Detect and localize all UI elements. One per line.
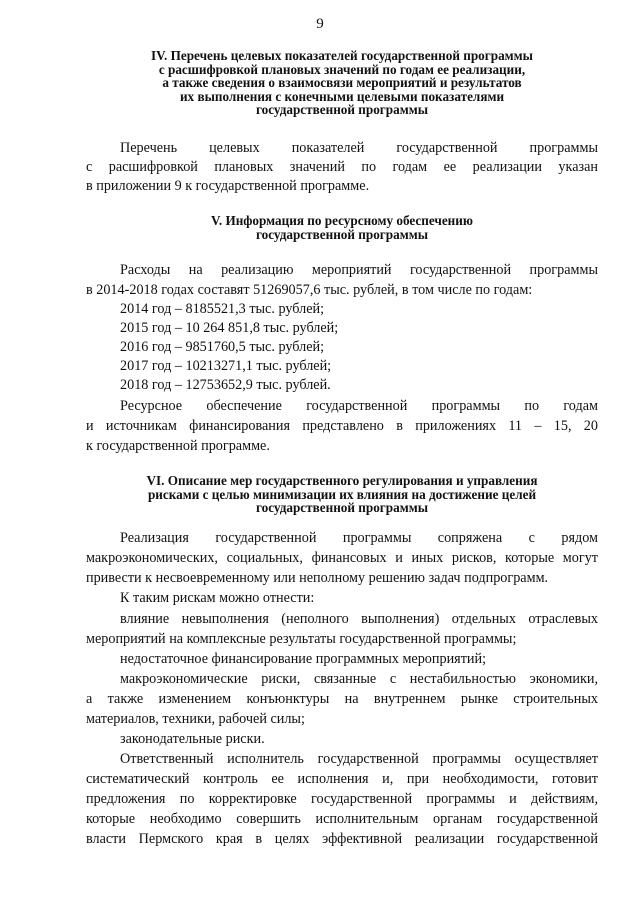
paragraph-line: в 2014-2018 годах составят 51269057,6 тыс. рублей, в том числе по годам: [86,282,533,298]
heading-line: IV. Перечень целевых показателей государственной программы [151,48,533,63]
paragraph-line: систематический контроль ее исполнения и, при необходимости, готовит [86,771,598,787]
paragraph-line: макроэкономических, социальных, финансовых и иных рисков, которые могут [86,550,598,566]
paragraph-line: Перечень целевых показателей государственной программы [120,140,598,156]
year-expense-line: 2017 год – 10213271,1 тыс. рублей; [120,358,332,374]
heading-line: рисками с целью минимизации их влияния на достижение целей [147,486,537,502]
heading-line: их выполнения с конечными целевыми показателями [179,88,505,104]
year-expense-line: 2015 год – 10 264 851,8 тыс. рублей; [120,320,339,336]
paragraph-line: к государственной программе. [86,438,270,454]
heading-line: а также сведения о взаимосвязи мероприятий и результатов [162,75,522,90]
paragraph-line: законодательные риски. [120,731,265,747]
paragraph-line: материалов, техники, рабочей силы; [86,711,305,727]
paragraph-line: К таким рискам можно отнести: [120,590,315,606]
heading-line: V. Информация по ресурсному обеспечению [211,213,473,228]
heading-line: с расшифровкой плановых значений по годам ее реализации, [158,61,526,77]
heading-line: государственной программы [256,500,428,515]
section-6-heading [86,474,598,515]
paragraph-line: которые необходимо совершить исполнительным органам государственной [86,811,598,827]
paragraph-line: и источникам финансирования представлено в приложениях 11 – 15, 20 [86,418,598,434]
heading-line: государственной программы [256,226,428,242]
paragraph-line: влияние невыполнения (неполного выполнения) отдельных отраслевых [120,611,598,627]
paragraph-line: предложения по корректировке государственной программы и действиям, [86,791,598,807]
paragraph-line: Реализация государственной программы сопряжена с рядом [120,530,598,546]
paragraph-line: в приложении 9 к государственной программе. [86,178,370,194]
year-expense-line: 2016 год – 9851760,5 тыс. рублей; [120,339,325,355]
paragraph-line: Ресурсное обеспечение государственной программы по годам [120,398,598,414]
heading-line: VI. Описание мер государственного регулирования и управления [146,473,538,488]
paragraph-line: Ответственный исполнитель государственной программы осуществляет [120,751,598,767]
paragraph-line: привести к несвоевременному или неполному решению задач подпрограмм. [86,570,549,586]
paragraph-line: а также изменением конъюнктуры на внутреннем рынке строительных [86,691,598,707]
heading-line: государственной программы [256,102,428,117]
section-4-heading [86,49,598,117]
year-expense-line: 2018 год – 12753652,9 тыс. рублей. [120,377,331,393]
year-expense-line: 2014 год – 8185521,3 тыс. рублей; [120,301,325,317]
paragraph-line: Расходы на реализацию мероприятий государственной программы [120,262,598,278]
page-number: 9 [316,16,324,32]
paragraph-line: макроэкономические риски, связанные с нестабильностью экономики, [120,671,598,687]
paragraph-line: с расшифровкой плановых значений по годам ее реализации указан [86,159,598,175]
paragraph-line: мероприятий на комплексные результаты государственной программы; [86,631,517,647]
section-5-heading [86,214,598,241]
paragraph-line: недостаточное финансирование программных мероприятий; [120,651,487,667]
paragraph-line: власти Пермского края в целях эффективной реализации государственной [86,831,598,847]
